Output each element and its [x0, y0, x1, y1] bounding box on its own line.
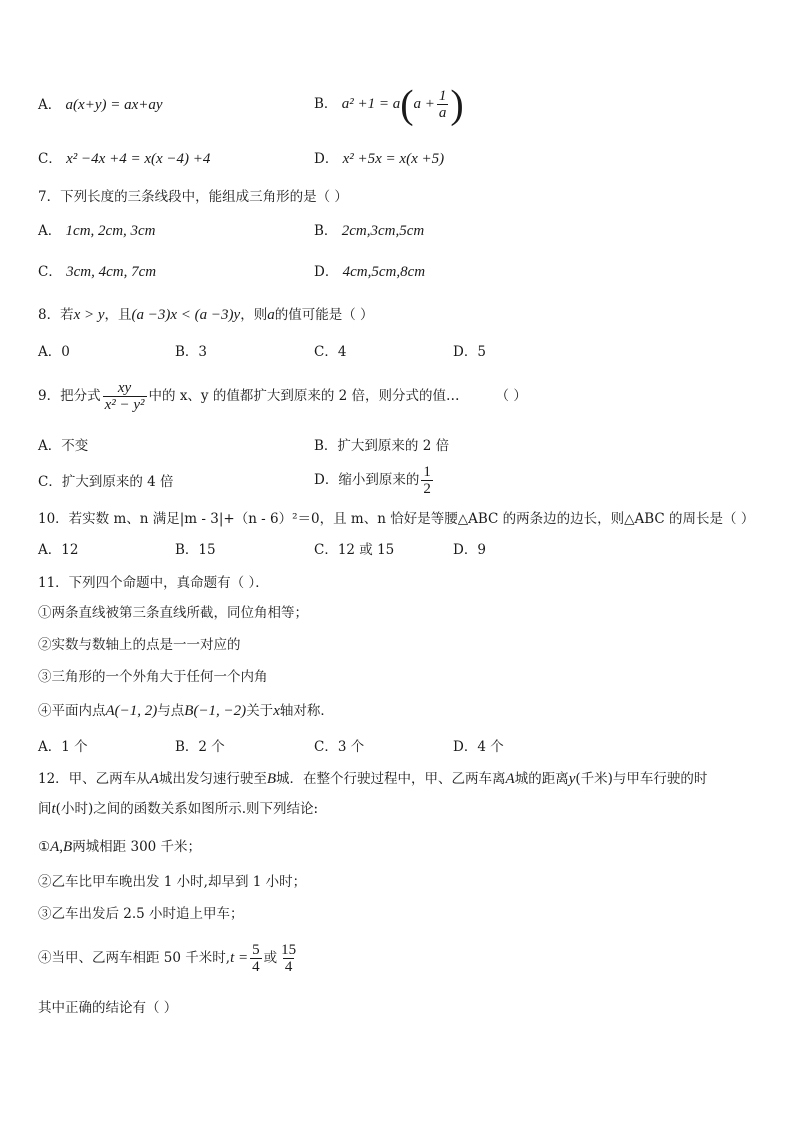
q12-stem-line-2	[38, 800, 318, 818]
q12-text: 或	[263, 950, 278, 966]
q10-option-c: C．12 或 15	[314, 542, 395, 558]
q11-statement-4	[38, 702, 334, 720]
q12-text: 间	[38, 801, 52, 817]
q9-option-d	[314, 464, 435, 497]
q9-option-d-prefix: D．缩小到原来的	[314, 472, 420, 488]
q12-text: 城出发匀速行驶至	[158, 771, 267, 787]
q8-stem-mid: ，且	[104, 307, 132, 323]
q8-option-c: C．4	[314, 344, 347, 360]
q10-option-b: B．15	[175, 542, 216, 558]
q8-stem-mid2: ，则	[240, 307, 268, 323]
right-paren: )	[450, 81, 464, 127]
q10-option-d: D．9	[453, 542, 486, 558]
q11-option-d: D．4 个	[453, 739, 504, 755]
fraction-numerator: 5	[252, 942, 260, 958]
q7-option-b-text: 2cm,3cm,5cm	[341, 223, 425, 239]
q12-closing: 其中正确的结论有（ ）	[38, 1000, 178, 1016]
q8-variable: a	[267, 307, 275, 323]
q9-option-a: A．不变	[38, 438, 89, 454]
q11-statement-2: ②实数与数轴上的点是一一对应的	[38, 637, 241, 653]
q7-option-d-label: D．	[314, 264, 339, 280]
q6-option-a-expr: a(x+y) = ax+ay	[65, 97, 163, 113]
q7-option-c-label: C．	[38, 264, 62, 280]
q7-option-b	[314, 222, 424, 240]
q12-conclusion-4	[38, 942, 300, 975]
q12-text: (小时)之间的函数关系如图所示.则下列结论:	[55, 801, 319, 817]
q6-option-c-expr: x² −4x +4 = x(x −4) +4	[66, 151, 211, 167]
q12-text: ①	[38, 839, 51, 855]
q10-stem: 10．若实数 m、n 满足|m - 3|+（n - 6）²＝0，且 m、n 恰好是等腰△ABC 的两条边的边长，则△ABC 的周长是（ ）	[38, 511, 755, 527]
q8-condition-2: (a −3)x < (a −3)y	[131, 307, 241, 323]
q9-stem	[38, 380, 527, 413]
q7-option-b-label: B．	[314, 223, 338, 239]
fraction-numerator: 1	[423, 464, 431, 480]
q6-option-a	[38, 96, 163, 114]
q9-option-d-fraction	[421, 464, 433, 497]
q7-option-d-text: 4cm,5cm,8cm	[342, 264, 426, 280]
q12-conclusion-2: ②乙车比甲车晚出发 1 小时,却早到 1 小时；	[38, 874, 307, 890]
q11-stem: 11．下列四个命题中，真命题有（ ）．	[38, 575, 269, 591]
q12-cities: A,B	[50, 839, 73, 855]
q11-statement-1: ①两条直线被第三条直线所截，同位角相等；	[38, 605, 308, 621]
q6-option-d-expr: x² +5x = x(x +5)	[342, 151, 445, 167]
q12-text: 两城相距 300 千米；	[72, 839, 202, 855]
q11-axis: x	[273, 703, 280, 719]
q12-text: 城．在整个行驶过程中，甲、乙两车离	[276, 771, 506, 787]
q8-stem-prefix: 8．若	[38, 307, 74, 323]
q8-stem	[38, 306, 374, 324]
q11-point-a: A(−1, 2)	[105, 703, 158, 719]
q6-option-c	[38, 150, 210, 168]
q12-text: ④当甲、乙两车相距 50 千米时,	[38, 950, 231, 966]
q7-option-c	[38, 263, 156, 281]
fraction-denominator: 4	[284, 959, 293, 975]
q9-option-b: B．扩大到原来的 2 倍	[314, 438, 450, 454]
q6-option-b-label: B．	[314, 96, 338, 112]
q11-s4-prefix: ④平面内点	[38, 703, 106, 719]
q12-stem-line-1	[38, 770, 707, 788]
q8-stem-suffix: 的值可能是（ ）	[274, 307, 374, 323]
q11-option-c: C．3 个	[314, 739, 365, 755]
q12-city-b: B	[266, 771, 277, 787]
q9-fraction	[103, 380, 147, 413]
left-paren: (	[400, 81, 414, 127]
fraction-denominator: x² − y²	[104, 397, 145, 413]
q12-fraction-1	[250, 942, 262, 975]
q12-conclusion-3: ③乙车出发后 2.5 小时追上甲车；	[38, 906, 244, 922]
fraction-denominator: 2	[423, 481, 431, 497]
q12-variable-t: t	[51, 801, 56, 817]
q11-option-a: A．1 个	[38, 739, 88, 755]
q6-option-b	[314, 81, 464, 127]
q12-variable-t: t =	[230, 950, 249, 966]
q12-fraction-2	[279, 942, 298, 975]
q11-s4-mid2: 关于	[246, 703, 274, 719]
q12-text: 12．甲、乙两车从	[38, 771, 150, 787]
q7-option-a-text: 1cm, 2cm, 3cm	[65, 223, 156, 239]
q11-option-b: B．2 个	[175, 739, 225, 755]
fraction-numerator: 15	[281, 942, 297, 958]
fraction-numerator: xy	[117, 380, 132, 396]
q11-s4-mid: 与点	[157, 703, 185, 719]
q6-option-d	[314, 150, 444, 168]
q7-option-a	[38, 222, 156, 240]
q8-option-b: B．3	[175, 344, 208, 360]
q9-option-c: C．扩大到原来的 4 倍	[38, 474, 174, 490]
fraction-denominator: 4	[252, 959, 260, 975]
fraction-denominator: a	[438, 105, 447, 121]
q11-statement-3: ③三角形的一个外角大于任何一个内角	[38, 669, 268, 685]
q9-stem-suffix: 中的 x、y 的值都扩大到原来的 2 倍，则分式的值…	[148, 388, 460, 404]
q6-option-d-label: D．	[314, 151, 339, 167]
q12-text: 城的距离	[514, 771, 569, 787]
q11-s4-suffix: 轴对称．	[279, 703, 334, 719]
q12-conclusion-1	[38, 838, 201, 856]
q12-city-a: A	[149, 771, 159, 787]
q6-option-b-inner: a +	[413, 96, 435, 112]
q7-option-c-text: 3cm, 4cm, 7cm	[66, 264, 157, 280]
q7-option-d	[314, 263, 425, 281]
q11-point-b: B(−1, −2)	[184, 703, 247, 719]
q10-option-a: A．12	[38, 542, 79, 558]
q8-option-a: A．0	[38, 344, 70, 360]
q6-option-b-fraction	[437, 88, 449, 121]
q9-stem-prefix: 9．把分式	[38, 388, 101, 404]
q6-option-b-left: a² +1 = a	[341, 96, 401, 112]
q7-stem: 7．下列长度的三条线段中，能组成三角形的是（ ）	[38, 189, 348, 205]
q6-option-a-label: A．	[38, 97, 62, 113]
fraction-numerator: 1	[438, 88, 447, 104]
q8-option-d: D．5	[453, 344, 486, 360]
q6-option-c-label: C．	[38, 151, 62, 167]
q7-option-a-label: A．	[38, 223, 62, 239]
q12-city-a: A	[505, 771, 515, 787]
q8-condition-1: x > y	[73, 307, 105, 323]
q12-text: (千米)与甲车行驶的时	[575, 771, 708, 787]
q9-answer-paren: （ ）	[495, 388, 527, 404]
q12-variable-y: y	[568, 771, 576, 787]
